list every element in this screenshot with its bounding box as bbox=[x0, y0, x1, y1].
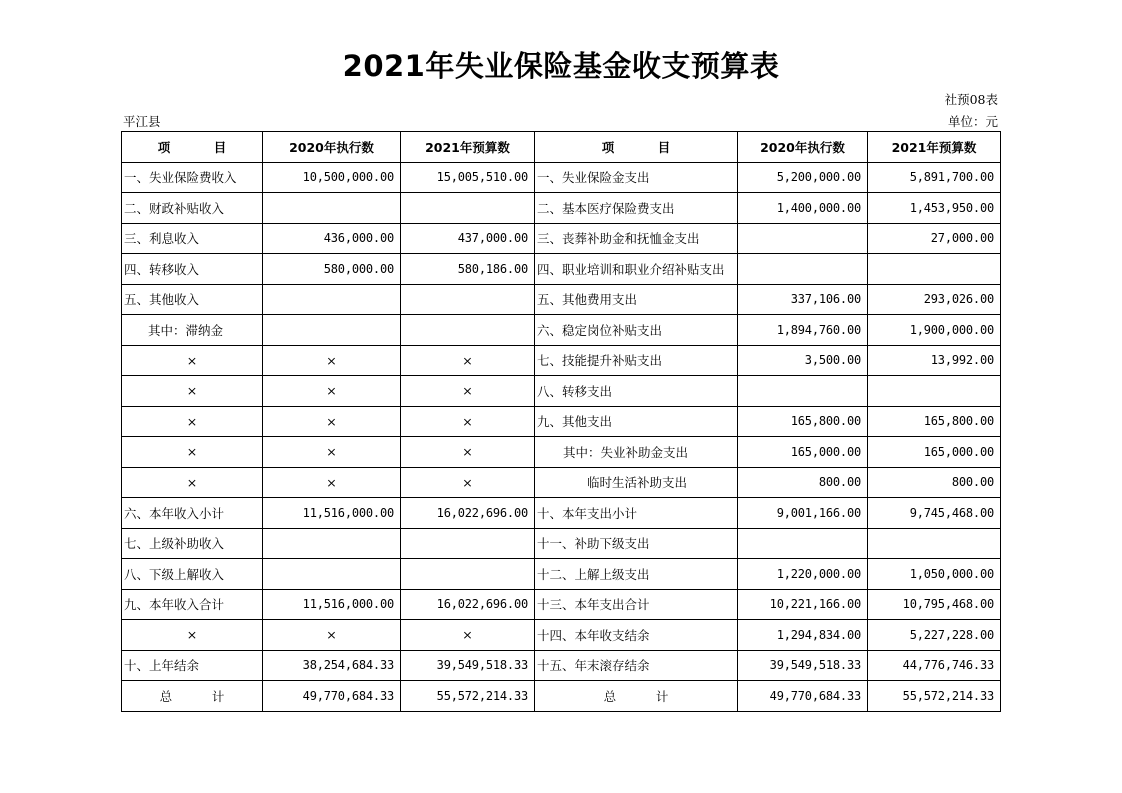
expense-2021-cell: 44,776,746.33 bbox=[868, 650, 1001, 681]
expense-2021-cell: 165,800.00 bbox=[868, 406, 1001, 437]
page-title: 2021年失业保险基金收支预算表 bbox=[342, 49, 780, 83]
expense-item-cell: 三、丧葬补助金和抚恤金支出 bbox=[535, 223, 738, 254]
expense-2020-cell: 1,294,834.00 bbox=[738, 620, 868, 651]
expense-2020-cell: 800.00 bbox=[738, 467, 868, 498]
table-row bbox=[122, 223, 1001, 254]
table-body bbox=[122, 162, 1001, 711]
region-label: 平江县 bbox=[123, 114, 161, 129]
table-row bbox=[122, 162, 1001, 193]
expense-item-cell: 六、稳定岗位补贴支出 bbox=[535, 315, 738, 346]
income-item-cell: 六、本年收入小计 bbox=[122, 498, 263, 529]
income-2021-cell: 580,186.00 bbox=[401, 254, 535, 285]
income-2020-cell: 11,516,000.00 bbox=[263, 589, 401, 620]
income-item-cell: 五、其他收入 bbox=[122, 284, 263, 315]
income-2020-cell: × bbox=[263, 406, 401, 437]
table-row bbox=[122, 345, 1001, 376]
expense-item-cell: 十一、补助下级支出 bbox=[535, 528, 738, 559]
income-2020-cell: 49,770,684.33 bbox=[263, 681, 401, 712]
table-row bbox=[122, 467, 1001, 498]
expense-2020-cell: 5,200,000.00 bbox=[738, 162, 868, 193]
expense-2021-cell bbox=[868, 376, 1001, 407]
income-2020-cell: × bbox=[263, 345, 401, 376]
expense-2021-cell: 9,745,468.00 bbox=[868, 498, 1001, 529]
income-2021-cell: × bbox=[401, 376, 535, 407]
expense-2021-cell bbox=[868, 528, 1001, 559]
table-row bbox=[122, 284, 1001, 315]
expense-2020-cell: 337,106.00 bbox=[738, 284, 868, 315]
income-item-cell: × bbox=[122, 345, 263, 376]
expense-2020-cell: 165,800.00 bbox=[738, 406, 868, 437]
table-row bbox=[122, 406, 1001, 437]
expense-2021-cell: 27,000.00 bbox=[868, 223, 1001, 254]
income-2020-cell: 436,000.00 bbox=[263, 223, 401, 254]
table-row bbox=[122, 498, 1001, 529]
income-2021-cell: × bbox=[401, 437, 535, 468]
expense-2020-cell: 1,894,760.00 bbox=[738, 315, 868, 346]
table-row bbox=[122, 193, 1001, 224]
income-2020-cell bbox=[263, 528, 401, 559]
expense-item-cell: 临时生活补助支出 bbox=[535, 467, 738, 498]
income-2021-cell bbox=[401, 315, 535, 346]
expense-2021-cell: 55,572,214.33 bbox=[868, 681, 1001, 712]
income-2021-cell: 16,022,696.00 bbox=[401, 498, 535, 529]
header-income-item: 项 目 bbox=[122, 132, 263, 163]
income-item-cell: × bbox=[122, 437, 263, 468]
income-item-cell: 九、本年收入合计 bbox=[122, 589, 263, 620]
income-item-cell: × bbox=[122, 376, 263, 407]
expense-item-cell: 四、职业培训和职业介绍补贴支出 bbox=[535, 254, 738, 285]
expense-item-cell: 十二、上解上级支出 bbox=[535, 559, 738, 590]
expense-2020-cell: 39,549,518.33 bbox=[738, 650, 868, 681]
income-2021-cell bbox=[401, 284, 535, 315]
expense-2021-cell: 5,891,700.00 bbox=[868, 162, 1001, 193]
table-row bbox=[122, 650, 1001, 681]
expense-item-cell: 八、转移支出 bbox=[535, 376, 738, 407]
expense-item-cell: 五、其他费用支出 bbox=[535, 284, 738, 315]
expense-item-cell: 十四、本年收支结余 bbox=[535, 620, 738, 651]
table-row bbox=[122, 681, 1001, 712]
income-2021-cell bbox=[401, 528, 535, 559]
expense-2021-cell: 1,900,000.00 bbox=[868, 315, 1001, 346]
income-item-cell: 三、利息收入 bbox=[122, 223, 263, 254]
table-row bbox=[122, 559, 1001, 590]
expense-2020-cell bbox=[738, 223, 868, 254]
expense-2021-cell: 10,795,468.00 bbox=[868, 589, 1001, 620]
income-item-cell: × bbox=[122, 406, 263, 437]
income-2020-cell: × bbox=[263, 437, 401, 468]
income-2021-cell: × bbox=[401, 467, 535, 498]
header-income-2020: 2020年执行数 bbox=[263, 132, 401, 163]
income-2020-cell: × bbox=[263, 467, 401, 498]
expense-item-cell: 九、其他支出 bbox=[535, 406, 738, 437]
expense-item-cell: 七、技能提升补贴支出 bbox=[535, 345, 738, 376]
header-expense-2020: 2020年执行数 bbox=[738, 132, 868, 163]
expense-item-cell: 其中：失业补助金支出 bbox=[535, 437, 738, 468]
income-2021-cell bbox=[401, 193, 535, 224]
table-row bbox=[122, 528, 1001, 559]
table-row bbox=[122, 254, 1001, 285]
income-2020-cell: 11,516,000.00 bbox=[263, 498, 401, 529]
expense-2020-cell bbox=[738, 254, 868, 285]
income-item-cell: 一、失业保险费收入 bbox=[122, 162, 263, 193]
header-expense-item: 项 目 bbox=[535, 132, 738, 163]
income-2020-cell: × bbox=[263, 620, 401, 651]
expense-2021-cell: 1,050,000.00 bbox=[868, 559, 1001, 590]
expense-2021-cell: 800.00 bbox=[868, 467, 1001, 498]
expense-2020-cell: 3,500.00 bbox=[738, 345, 868, 376]
income-item-cell: 其中：滞纳金 bbox=[122, 315, 263, 346]
expense-2020-cell: 9,001,166.00 bbox=[738, 498, 868, 529]
income-item-cell: 二、财政补贴收入 bbox=[122, 193, 263, 224]
expense-2020-cell: 49,770,684.33 bbox=[738, 681, 868, 712]
income-2021-cell: × bbox=[401, 406, 535, 437]
table-row bbox=[122, 315, 1001, 346]
unit-label: 单位：元 bbox=[947, 114, 998, 129]
income-2021-cell bbox=[401, 559, 535, 590]
income-2020-cell bbox=[263, 193, 401, 224]
income-2021-cell: × bbox=[401, 345, 535, 376]
expense-2020-cell: 1,220,000.00 bbox=[738, 559, 868, 590]
expense-2020-cell bbox=[738, 376, 868, 407]
table-header-row bbox=[122, 132, 1001, 163]
header-expense-2021: 2021年预算数 bbox=[868, 132, 1001, 163]
income-2020-cell: 10,500,000.00 bbox=[263, 162, 401, 193]
income-2020-cell bbox=[263, 284, 401, 315]
income-2020-cell bbox=[263, 315, 401, 346]
income-item-cell: 十、上年结余 bbox=[122, 650, 263, 681]
income-2020-cell: × bbox=[263, 376, 401, 407]
table-row bbox=[122, 620, 1001, 651]
expense-2020-cell: 1,400,000.00 bbox=[738, 193, 868, 224]
income-2021-cell: × bbox=[401, 620, 535, 651]
income-2021-cell: 16,022,696.00 bbox=[401, 589, 535, 620]
income-item-cell: 总 计 bbox=[122, 681, 263, 712]
income-2020-cell bbox=[263, 559, 401, 590]
income-2021-cell: 437,000.00 bbox=[401, 223, 535, 254]
income-item-cell: 七、上级补助收入 bbox=[122, 528, 263, 559]
expense-2021-cell: 165,000.00 bbox=[868, 437, 1001, 468]
income-2021-cell: 15,005,510.00 bbox=[401, 162, 535, 193]
expense-2020-cell: 10,221,166.00 bbox=[738, 589, 868, 620]
table-row bbox=[122, 589, 1001, 620]
table-row bbox=[122, 437, 1001, 468]
income-item-cell: × bbox=[122, 467, 263, 498]
income-2020-cell: 38,254,684.33 bbox=[263, 650, 401, 681]
income-item-cell: × bbox=[122, 620, 263, 651]
expense-2021-cell: 13,992.00 bbox=[868, 345, 1001, 376]
expense-2020-cell: 165,000.00 bbox=[738, 437, 868, 468]
income-item-cell: 四、转移收入 bbox=[122, 254, 263, 285]
expense-item-cell: 十、本年支出小计 bbox=[535, 498, 738, 529]
form-number: 社预08表 bbox=[944, 92, 998, 107]
expense-item-cell: 总 计 bbox=[535, 681, 738, 712]
income-2020-cell: 580,000.00 bbox=[263, 254, 401, 285]
expense-2020-cell bbox=[738, 528, 868, 559]
expense-2021-cell: 293,026.00 bbox=[868, 284, 1001, 315]
expense-item-cell: 一、失业保险金支出 bbox=[535, 162, 738, 193]
income-2021-cell: 39,549,518.33 bbox=[401, 650, 535, 681]
expense-item-cell: 十三、本年支出合计 bbox=[535, 589, 738, 620]
expense-item-cell: 十五、年末滚存结余 bbox=[535, 650, 738, 681]
expense-item-cell: 二、基本医疗保险费支出 bbox=[535, 193, 738, 224]
budget-table bbox=[121, 131, 1001, 712]
expense-2021-cell bbox=[868, 254, 1001, 285]
expense-2021-cell: 1,453,950.00 bbox=[868, 193, 1001, 224]
expense-2021-cell: 5,227,228.00 bbox=[868, 620, 1001, 651]
table-row bbox=[122, 376, 1001, 407]
income-item-cell: 八、下级上解收入 bbox=[122, 559, 263, 590]
header-income-2021: 2021年预算数 bbox=[401, 132, 535, 163]
income-2021-cell: 55,572,214.33 bbox=[401, 681, 535, 712]
